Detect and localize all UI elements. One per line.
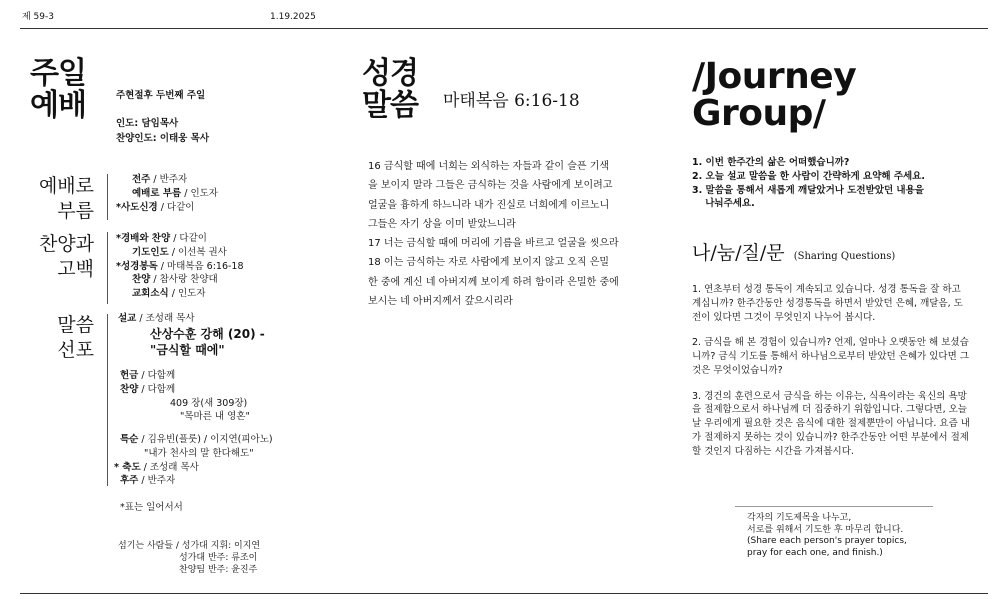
servers-line: 찬양팀 반주: 윤진주 <box>179 565 258 575</box>
section-list-praise-confession <box>114 232 244 301</box>
scripture-reference: 마태복음 6:16-18 <box>443 91 580 111</box>
order-item: * 축도 / 조성래 목사 <box>114 461 199 473</box>
scripture-line: 18 이는 금식하는 자로 사람에게 보이지 않고 오직 은밀 <box>368 257 610 269</box>
hymn-name: "목마른 내 영혼" <box>180 411 250 423</box>
question-item: 3. 경건의 훈련으로서 금식을 하는 이유는, 식욕이라는 육신의 욕망을 절제함으로서 하나님께 더 집중하기 위함입니다. 그렇다면, 오늘날 우리에게 필요한 것은 음식에 대한 절제뿐만이 아닙니다. 요즘 내가 절제하지 못하는 것이 있습니까? 한주간동안 어떤 부분에서 절제할 것인지 다짐하는 시간을 가져봅시다. <box>692 390 970 457</box>
section-rule <box>107 232 108 304</box>
order-item: 찬양 / 참사랑 찬양대 <box>132 274 218 286</box>
section-rule <box>107 174 108 220</box>
order-item: 후주 / 반주자 <box>120 475 176 487</box>
standing-note: *표는 일어서서 <box>120 502 183 513</box>
sharing-title: 나/눔/질/문 <box>692 242 785 264</box>
prompt-item: 1. 이번 한주간의 삶은 어떠했습니까? <box>692 157 850 168</box>
section-list-call-to-worship <box>114 173 218 214</box>
scripture-line: 얼굴을 흉하게 하느니라 내가 진실로 너희에게 이르노니 <box>368 199 610 211</box>
order-item: 설교 / 조성래 목사 <box>118 313 195 324</box>
section-list-sermon-end <box>114 433 273 488</box>
worship-title: 주일 예배 <box>30 56 86 123</box>
scripture-title: 성경 말씀 <box>362 56 418 123</box>
order-item: 찬양 / 다함께 <box>120 383 176 395</box>
section-list-sermon-cont <box>114 369 250 424</box>
scripture-line: 16 금식할 때에 너희는 외식하는 자들과 같이 슬픈 기색 <box>368 161 610 172</box>
sharing-subtitle: (Sharing Questions) <box>793 251 896 262</box>
question-item: 2. 금식을 해 본 경험이 있습니까? 언제, 얼마나 오랫동안 해 보셨습니까? 금식 기도를 통해서 하나님으로부터 받았던 은혜가 있다면 그것은 무엇이었습니까? <box>692 337 969 376</box>
sermon-title: 산상수훈 강해 (20) - "금식할 때에" <box>150 327 265 357</box>
scripture-line: 을 보이지 말라 그들은 금식하는 것을 사람에게 보이려고 <box>368 180 613 192</box>
closing-divider <box>735 506 933 507</box>
order-item: *성경봉독 / 마태복음 6:16-18 <box>116 260 244 272</box>
scripture-text <box>368 157 619 311</box>
scripture-line: 17 너는 금식할 때에 머리에 기름을 바르고 얼굴을 씻으라 <box>368 238 619 250</box>
prompt-item: 3. 말씀을 통해서 새롭게 깨달았거나 도전받았던 내용을 <box>692 184 924 196</box>
order-item: 헌금 / 다함께 <box>120 370 176 381</box>
worship-leader: 인도: 담임목사 <box>116 118 179 129</box>
order-item: 특순 / 김유빈(플룻) / 이지연(피아노) <box>120 434 273 445</box>
hymn-number: 409 장(새 309장) <box>170 397 248 409</box>
sharing-heading <box>692 238 895 265</box>
order-item: *경배와 찬양 / 다같이 <box>116 233 207 244</box>
sharing-questions <box>692 283 970 470</box>
section-heading-praise-confession: 찬양과 고백 <box>38 233 94 280</box>
closing-note: 각자의 기도제목을 나누고, 서로를 위해서 기도한 후 마무리 합니다. (Share each person's prayer topics, pray for each one, and finish.) <box>747 513 907 559</box>
section-list-sermon <box>114 312 195 326</box>
prompt-item: 2. 오늘 설교 말씀을 한 사람이 간략하게 요약해 주세요. <box>692 170 926 182</box>
order-item: 전주 / 반주자 <box>132 174 188 185</box>
order-item: 교회소식 / 인도자 <box>132 288 206 300</box>
prompt-item: 나눠주세요. <box>692 198 755 210</box>
scripture-line: 보시는 네 아버지께서 갚으시리라 <box>368 296 513 308</box>
top-divider <box>20 28 988 29</box>
section-rule <box>107 314 108 486</box>
bottom-divider <box>20 593 988 594</box>
issue-number: 제 59-3 <box>22 12 54 22</box>
servers-line: 성가대 반주: 류조이 <box>179 553 258 563</box>
section-heading-call-to-worship: 예배로 부름 <box>38 175 94 222</box>
question-item: 1. 연초부터 성경 통독이 계속되고 있습니다. 성경 통독을 잘 하고 계십니까? 한주간동안 성경통독을 하면서 받았던 은혜, 깨달음, 도전이 있다면 그것이 무엇인지 나누어 봅시다. <box>692 284 963 323</box>
bulletin-date: 1.19.2025 <box>270 12 316 22</box>
section-heading-sermon: 말씀 선포 <box>57 314 94 361</box>
journey-prompts <box>692 156 925 211</box>
praise-leader: 찬양인도: 이태웅 목사 <box>116 133 210 144</box>
scripture-line: 한 중에 계신 네 아버지께 보이게 하려 함이라 은밀한 중에 <box>368 276 619 288</box>
order-item: *사도신경 / 다같이 <box>116 201 195 213</box>
order-item: 기도인도 / 이선복 권사 <box>132 246 227 258</box>
scripture-line: 그들은 자기 상을 이미 받았느니라 <box>368 218 516 230</box>
journey-title: /Journey Group/ <box>692 56 857 134</box>
worship-subtitle: 주현절후 두번째 주일 <box>116 90 206 101</box>
servers-line: 섬기는 사람들 / 성가대 지휘: 이지연 <box>118 541 261 551</box>
special-song: "내가 천사의 말 한다해도" <box>144 447 254 459</box>
order-item: 예배로 부름 / 인도자 <box>132 187 218 199</box>
